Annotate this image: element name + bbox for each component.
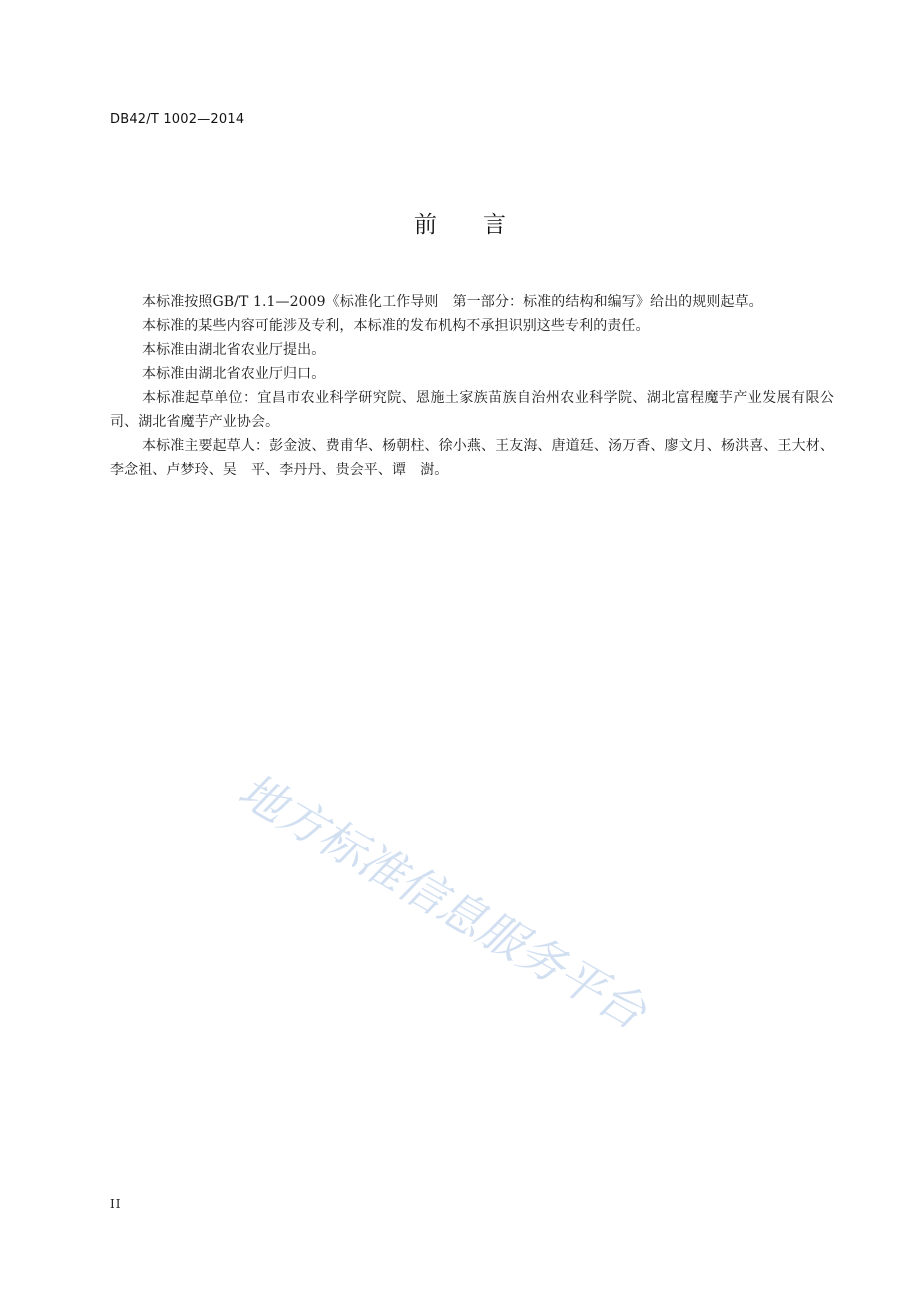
paragraph-drafters: 本标准主要起草人：彭金波、费甫华、杨朝柱、徐小燕、王友海、唐道廷、汤万香、廖文月、杨洪喜、王大材、李念祖、卢梦玲、吴 平、李丹丹、贵会平、谭 澍。 bbox=[110, 438, 834, 478]
paragraph-drafting-units: 本标准起草单位：宜昌市农业科学研究院、恩施土家族苗族自治州农业科学院、湖北富程魔芋产业发展有限公司、湖北省魔芋产业协会。 bbox=[110, 390, 834, 430]
page-number: II bbox=[110, 1197, 122, 1211]
watermark-text: 地方标准信息服务平台 bbox=[235, 762, 655, 1040]
title-char-1: 前 bbox=[414, 212, 437, 238]
paragraph-proposed-by: 本标准由湖北省农业厅提出。 bbox=[142, 342, 326, 358]
page-title bbox=[0, 206, 920, 239]
paragraph-patent-notice: 本标准的某些内容可能涉及专利，本标准的发布机构不承担识别这些专利的责任。 bbox=[142, 318, 650, 334]
foreword-body bbox=[110, 290, 834, 482]
paragraph-drafting-rules: 本标准按照GB/T 1.1—2009《标准化工作导则 第一部分：标准的结构和编写》给出的规则起草。 bbox=[142, 294, 763, 310]
document-code: DB42/T 1002—2014 bbox=[110, 112, 245, 127]
watermark-graphic bbox=[235, 760, 755, 1090]
title-char-2: 言 bbox=[483, 212, 506, 238]
paragraph-managed-by: 本标准由湖北省农业厅归口。 bbox=[142, 366, 326, 382]
watermark bbox=[235, 760, 755, 1090]
